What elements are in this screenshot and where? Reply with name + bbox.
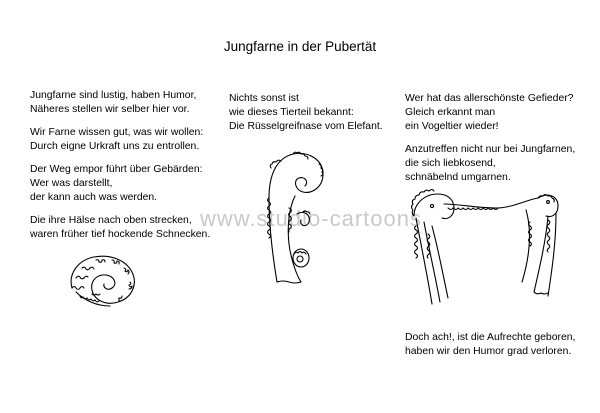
poem-title: Jungfarne in der Pubertät <box>223 39 377 54</box>
stanza <box>229 92 383 134</box>
verse-line: Die ihre Hälse nach oben strecken, <box>30 215 192 226</box>
verse-line: der kann auch was werden. <box>30 192 158 203</box>
verse-line: Wer hat das allerschönste Gefieder? <box>405 93 574 104</box>
column-3-text <box>405 92 575 194</box>
verse-line: Anzutreffen nicht nur bei Jungfarnen, <box>405 144 576 155</box>
verse-line: Der Weg empor führt über Gebärden: <box>30 164 203 175</box>
watermark: www.studio-cartoons <box>200 206 422 231</box>
kissing-bird-ferns-drawing <box>408 186 564 310</box>
verse-line: Wer was darstellt, <box>30 178 113 189</box>
snail-fern-drawing <box>62 248 144 310</box>
verse-line: Nichts sonst ist <box>229 93 299 104</box>
verse-line: Wir Farne wissen gut, was wir wollen: <box>30 127 204 138</box>
stanza <box>30 89 210 117</box>
stanza <box>30 214 210 242</box>
verse-line: haben wir den Humor grad verloren. <box>405 346 572 357</box>
column-2-text <box>229 92 383 143</box>
verse-line: wie dieses Tierteil bekannt: <box>229 107 354 118</box>
stanza <box>30 126 210 154</box>
stanza <box>405 143 575 185</box>
verse-line: schnäbelnd umgarnen. <box>405 172 511 183</box>
verse-line: Die Rüsselgreifnase vom Elefant. <box>229 121 383 132</box>
elephant-trunk-fern-drawing <box>263 148 329 288</box>
verse-line: Doch ach!, ist die Aufrechte geboren, <box>405 332 576 343</box>
verse-line: Näheres stellen wir selber hier vor. <box>30 104 190 115</box>
stanza <box>405 92 575 134</box>
verse-line: Gleich erkannt man <box>405 107 496 118</box>
stanza <box>30 163 210 205</box>
column-1-text <box>30 89 210 251</box>
verse-line: die sich liebkosend, <box>405 158 496 169</box>
closing-couplet <box>405 331 575 359</box>
verse-line: ein Vogeltier wieder! <box>405 121 499 132</box>
verse-line: waren früher tief hockende Schnecken. <box>30 229 211 240</box>
verse-line: Durch eigne Urkraft uns zu entrollen. <box>30 141 200 152</box>
verse-line: Jungfarne sind lustig, haben Humor, <box>30 90 197 101</box>
